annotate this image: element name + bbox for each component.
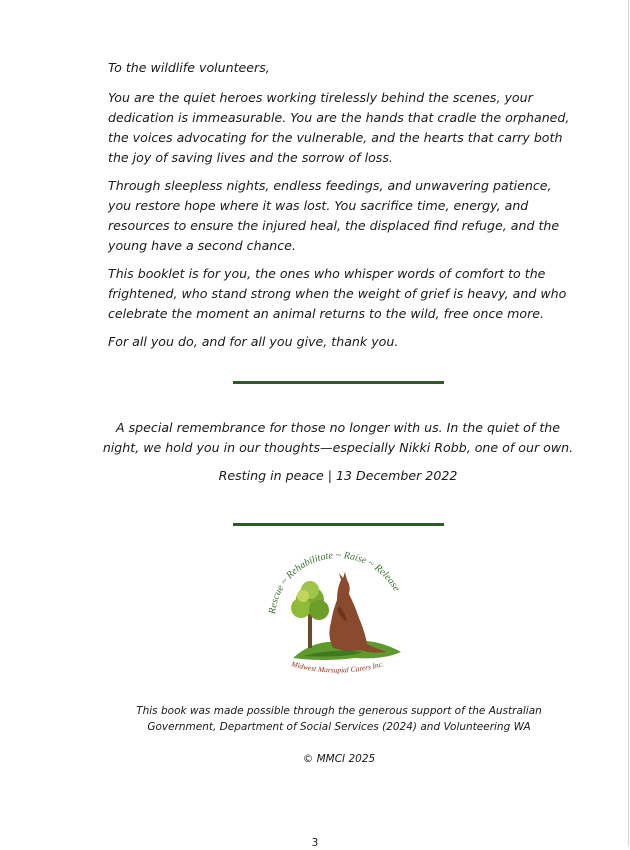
salutation: To the wildlife volunteers, bbox=[108, 60, 270, 75]
dedication-section bbox=[108, 58, 570, 360]
page-edge bbox=[628, 0, 629, 846]
divider-top bbox=[233, 381, 444, 384]
page-number: 3 bbox=[311, 837, 319, 849]
dedication-paragraph: This booklet is for you, the ones who whisper words of comfort to the frightened, who stand strong when the weight of grief is heavy, and who celebrate the moment an animal returns to the wild, free once more. bbox=[108, 266, 567, 321]
funding-line: Government, Department of Social Services (2024) and Volunteering WA bbox=[147, 721, 531, 733]
organisation-logo bbox=[263, 548, 413, 688]
remembrance-section bbox=[98, 418, 578, 494]
dedication-paragraph: For all you do, and for all you give, thank you. bbox=[108, 334, 399, 349]
copyright: © MMCI 2025 bbox=[302, 753, 376, 765]
divider-bottom bbox=[233, 523, 444, 526]
logo-org-name: Midwest Marsupial Carers Inc. bbox=[290, 659, 385, 675]
dedication-paragraph: Through sleepless nights, endless feedings, and unwavering patience, you restore hope where it was lost. You sacrifice time, energy, and resources to ensure the injured heal, the displaced find refuge, and the young have a second chance. bbox=[108, 178, 560, 253]
kangaroo-logo-icon bbox=[263, 548, 413, 688]
dedication-paragraph: You are the quiet heroes working tirelessly behind the scenes, your dedication is immeasurable. You are the hands that cradle the orphaned, the voices advocating for the vulnerable, and the hearts that carry both the joy of saving lives and the sorrow of loss. bbox=[108, 90, 570, 165]
logo-motto: Rescue ~ Rehabilitate ~ Raise ~ Release bbox=[267, 549, 402, 615]
funding-acknowledgement bbox=[110, 703, 568, 735]
funding-line: This book was made possible through the generous support of the Australian bbox=[136, 705, 542, 717]
rip-line: Resting in peace | 13 December 2022 bbox=[218, 468, 458, 483]
remembrance-text: A special remembrance for those no longer with us. In the quiet of the night, we hold you in our thoughts—especially Nikki Robb, one of our own. bbox=[102, 420, 574, 455]
